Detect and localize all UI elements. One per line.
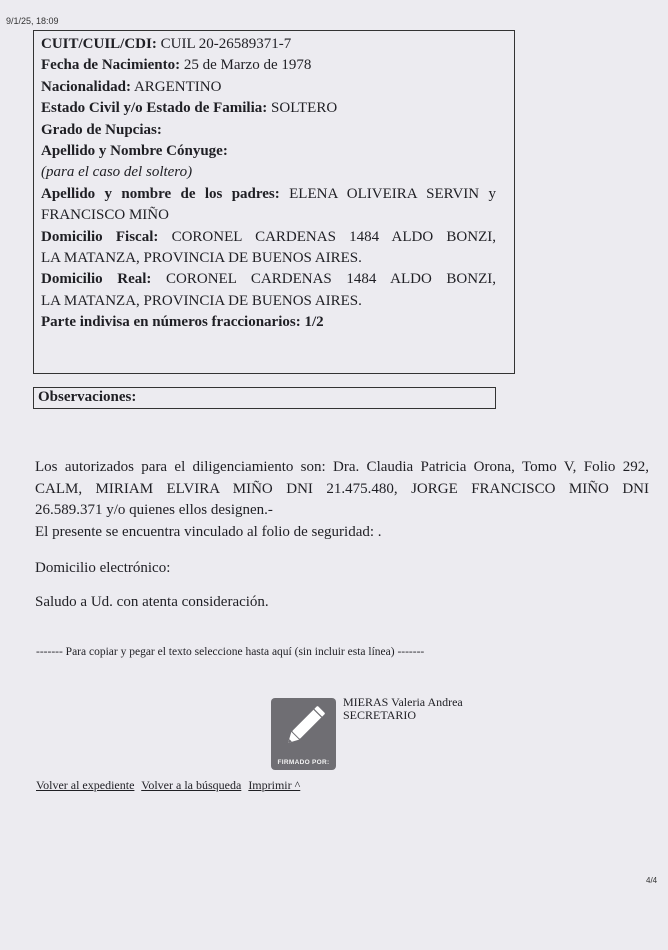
- parents-label: Apellido y nombre de los padres:: [41, 185, 280, 202]
- navigation-links: [36, 778, 304, 793]
- electronic-address-text: Domicilio electrónico:: [35, 560, 171, 576]
- parents-row: [41, 184, 496, 205]
- real-address-label: Domicilio Real:: [41, 271, 152, 288]
- share-label: Parte indivisa en números fraccionarios: 1/2: [41, 314, 324, 331]
- fiscal-address-value-2: LA MATANZA, PROVINCIA DE BUENOS AIRES.: [41, 250, 362, 267]
- print-link[interactable]: Imprimir ^: [248, 778, 301, 792]
- civil-status-value: SOLTERO: [271, 100, 338, 117]
- badge-label: FIRMADO POR:: [277, 759, 330, 766]
- civil-status-label: Estado Civil y/o Estado de Familia:: [41, 100, 268, 117]
- copy-instruction: ------- Para copiar y pegar el texto seleccione hasta aquí (sin incluir esta línea) -------: [36, 646, 425, 658]
- spouse-row: [41, 141, 496, 162]
- greeting-text: Saludo a Ud. con atenta consideración.: [35, 594, 269, 610]
- cuit-value: CUIL 20-26589371-7: [160, 36, 292, 52]
- observations-box: Observaciones:: [33, 387, 496, 409]
- authorized-paragraph: [35, 457, 649, 522]
- signer-block: [343, 696, 463, 722]
- fiscal-address-row: [41, 227, 496, 248]
- spouse-label: Apellido y Nombre Cónyuge:: [41, 143, 228, 160]
- back-to-search-link[interactable]: Volver a la búsqueda: [141, 778, 242, 792]
- authorized-line-1: Los autorizados para el diligenciamiento son: Dra. Claudia Patricia Orona, Tomo V, Folio 292,: [35, 459, 649, 475]
- birth-row: [41, 55, 496, 76]
- folio-text: El presente se encuentra vinculado al folio de seguridad: .: [35, 524, 382, 540]
- fiscal-address-value-1: CORONEL CARDENAS 1484 ALDO BONZI,: [171, 228, 496, 245]
- authorized-line-2: CALM, MIRIAM ELVIRA MIÑO DNI 21.475.480, JORGE FRANCISCO MIÑO DNI: [35, 480, 649, 497]
- back-to-file-link[interactable]: Volver al expediente: [36, 778, 135, 792]
- authorized-line-3: 26.589.371 y/o quienes ellos designen.-: [35, 502, 273, 518]
- parents-value-1: ELENA OLIVEIRA SERVIN y: [289, 185, 496, 202]
- box-top-border: [34, 30, 514, 31]
- real-address-row: [41, 269, 496, 290]
- pen-icon: [271, 698, 336, 756]
- spouse-note: (para el caso del soltero): [41, 164, 193, 181]
- civil-status-row: [41, 98, 496, 119]
- signature-badge: [271, 698, 336, 770]
- cuit-row: [41, 34, 496, 55]
- nationality-label: Nacionalidad:: [41, 78, 132, 95]
- birth-label: Fecha de Nacimiento:: [41, 57, 181, 74]
- real-address-value-1: CORONEL CARDENAS 1484 ALDO BONZI,: [166, 271, 496, 288]
- nupcias-label: Grado de Nupcias:: [41, 121, 162, 138]
- parents-value-2: FRANCISCO MIÑO: [41, 207, 169, 224]
- nupcias-row: [41, 120, 496, 141]
- signer-role: SECRETARIO: [343, 708, 417, 722]
- personal-data-fields: [41, 34, 496, 334]
- real-address-value-2: LA MATANZA, PROVINCIA DE BUENOS AIRES.: [41, 292, 362, 309]
- signer-name: MIERAS Valeria Andrea: [343, 695, 463, 709]
- cuit-label: CUIT/CUIL/CDI:: [41, 36, 157, 52]
- fiscal-address-label: Domicilio Fiscal:: [41, 228, 159, 245]
- print-timestamp: 9/1/25, 18:09: [6, 16, 59, 26]
- share-row: [41, 312, 496, 333]
- page-number: 4/4: [646, 876, 658, 885]
- nationality-row: [41, 77, 496, 98]
- birth-value: 25 de Marzo de 1978: [183, 57, 312, 74]
- nationality-value: ARGENTINO: [133, 78, 222, 95]
